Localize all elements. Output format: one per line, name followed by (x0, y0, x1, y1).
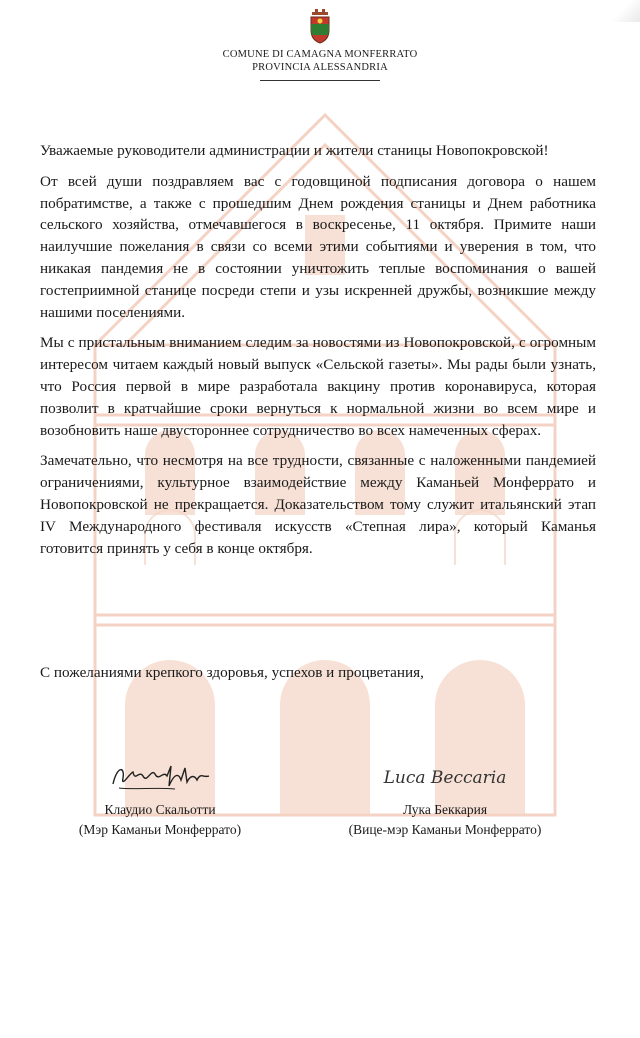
handwritten-signature-vice-mayor: Luca Beccaria (383, 768, 507, 788)
letter-body (40, 140, 596, 568)
letterhead (0, 8, 640, 81)
paragraph-3: Замечательно, что несмотря на все трудности, связанные с наложенными пандемией ограничениями, культурное взаимодействие между Каманьей Монферрато и Новопокровской не прекращается. Доказательством тому служит итальянский этап IV Международного фестиваля искусств «Степная лира», который Каманья готовится принять у себя в конце октября. (40, 452, 596, 557)
vice-mayor-name: Лука Беккария (402, 802, 488, 817)
province-name: PROVINCIA ALESSANDRIA (252, 62, 388, 73)
paragraph-1: От всей души поздравляем вас с годовщиной подписания договора о нашем побратимстве, а также с прошедшим Днем рождения станицы и Днем работника сельского хозяйства, отмечавшегося в воскресенье, 11 октября. Примите наши наилучшие пожелания в связи со всеми этими событиями и уверения в том, что никакая пандемия не в состоянии уничтожить теплые воспоминания о вашей гостеприимной станице посреди степи и узы искренней дружбы, возникшие между нашими поселениями. (40, 172, 596, 321)
municipality-name: COMUNE DI CAMAGNA MONFERRATO (222, 49, 418, 60)
greeting: Уважаемые руководители администрации и жители станицы Новопокровской! (40, 142, 549, 159)
coat-of-arms-icon (308, 8, 332, 44)
handwritten-signature-mayor (105, 760, 215, 796)
header-divider (260, 80, 380, 81)
mayor-name: Клаудио Скальотти (104, 802, 216, 817)
paragraph-2: Мы с пристальным вниманием следим за новостями из Новопокровской, с огромным интересом читаем каждый новый выпуск «Сельской газеты». Мы рады были узнать, что Россия первой в мире разработала вакцину против коронавируса, которая позволит в кратчайшие сроки вернуться к нормальной жизни во всем мире и возобновить наше двустороннее сотрудничество во всех намеченных сферах. (40, 334, 596, 439)
vice-mayor-role: (Вице-мэр Каманьи Монферрато) (348, 822, 542, 837)
signature-block-vice-mayor (330, 760, 560, 840)
signature-block-mayor (40, 760, 280, 840)
mayor-role: (Мэр Каманьи Монферрато) (78, 822, 242, 837)
closing-line: С пожеланиями крепкого здоровья, успехов и процветания, (40, 664, 424, 681)
